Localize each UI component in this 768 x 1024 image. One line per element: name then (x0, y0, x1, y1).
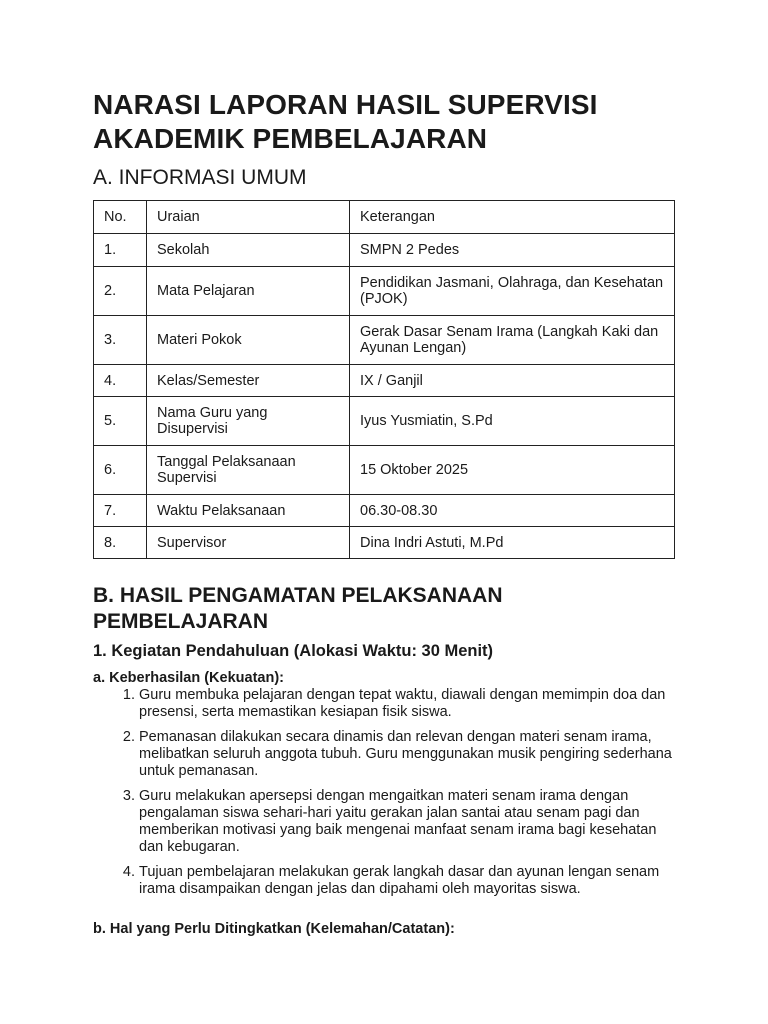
header-cell-keterangan: Keterangan (350, 201, 675, 234)
row-uraian: Sekolah (147, 234, 350, 267)
strengths-list (93, 687, 675, 898)
table-row (94, 267, 675, 316)
section-a-heading: A. INFORMASI UMUM (93, 166, 307, 189)
table-row (94, 495, 675, 527)
row-no: 7. (94, 495, 147, 527)
table-header-row (94, 201, 675, 234)
row-keterangan: 06.30-08.30 (350, 495, 675, 527)
table-row (94, 365, 675, 397)
row-no: 6. (94, 446, 147, 495)
row-no: 8. (94, 527, 147, 559)
row-uraian: Mata Pelajaran (147, 267, 350, 316)
row-uraian: Tanggal Pelaksanaan Supervisi (147, 446, 350, 495)
list-item: 1. Guru membuka pelajaran dengan tepat waktu, diawali dengan memimpin doa dan presensi, serta memastikan kesiapan fisik siswa. (139, 687, 675, 721)
table-row (94, 316, 675, 365)
row-keterangan: Gerak Dasar Senam Irama (Langkah Kaki dan Ayunan Lengan) (350, 316, 675, 365)
header-cell-uraian: Uraian (147, 201, 350, 234)
row-uraian: Kelas/Semester (147, 365, 350, 397)
subsection-1-heading: 1. Kegiatan Pendahuluan (Alokasi Waktu: 30 Menit) (93, 642, 494, 660)
row-no: 5. (94, 397, 147, 446)
subsection-1b-heading: b. Hal yang Perlu Ditingkatkan (Kelemahan/Catatan): (93, 921, 455, 937)
table-row (94, 234, 675, 267)
row-no: 3. (94, 316, 147, 365)
row-keterangan: 15 Oktober 2025 (350, 446, 675, 495)
row-keterangan: SMPN 2 Pedes (350, 234, 675, 267)
table-row (94, 397, 675, 446)
row-no: 4. (94, 365, 147, 397)
info-table (93, 200, 675, 559)
row-uraian: Waktu Pelaksanaan (147, 495, 350, 527)
row-keterangan: Pendidikan Jasmani, Olahraga, dan Kesehatan (PJOK) (350, 267, 675, 316)
row-no: 2. (94, 267, 147, 316)
header-cell-no: No. (94, 201, 147, 234)
subsection-1a-heading: a. Keberhasilan (Kekuatan): (93, 670, 284, 686)
row-keterangan: IX / Ganjil (350, 365, 675, 397)
row-keterangan: Iyus Yusmiatin, S.Pd (350, 397, 675, 446)
section-b-heading: B. HASIL PENGAMATAN PELAKSANAAN PEMBELAJARAN (93, 584, 503, 633)
list-item: 3. Guru melakukan apersepsi dengan mengaitkan materi senam irama dengan pengalaman siswa sehari-hari yaitu gerakan jalan santai atau senam pagi dan memberikan motivasi yang baik mengenai manfaat senam irama bagi kesehatan dan kebugaran. (139, 788, 675, 856)
row-keterangan: Dina Indri Astuti, M.Pd (350, 527, 675, 559)
row-uraian: Supervisor (147, 527, 350, 559)
list-item: 2. Pemanasan dilakukan secara dinamis dan relevan dengan materi senam irama, melibatkan seluruh anggota tubuh. Guru menggunakan musik pengiring sederhana untuk pemanasan. (139, 729, 675, 780)
document-page (93, 88, 675, 938)
row-uraian: Nama Guru yang Disupervisi (147, 397, 350, 446)
table-row (94, 527, 675, 559)
row-uraian: Materi Pokok (147, 316, 350, 365)
table-row (94, 446, 675, 495)
row-no: 1. (94, 234, 147, 267)
document-title: NARASI LAPORAN HASIL SUPERVISI AKADEMIK PEMBELAJARAN (93, 89, 598, 154)
list-item: 4. Tujuan pembelajaran melakukan gerak langkah dasar dan ayunan lengan senam irama disampaikan dengan jelas dan dipahami oleh mayoritas siswa. (139, 864, 675, 898)
